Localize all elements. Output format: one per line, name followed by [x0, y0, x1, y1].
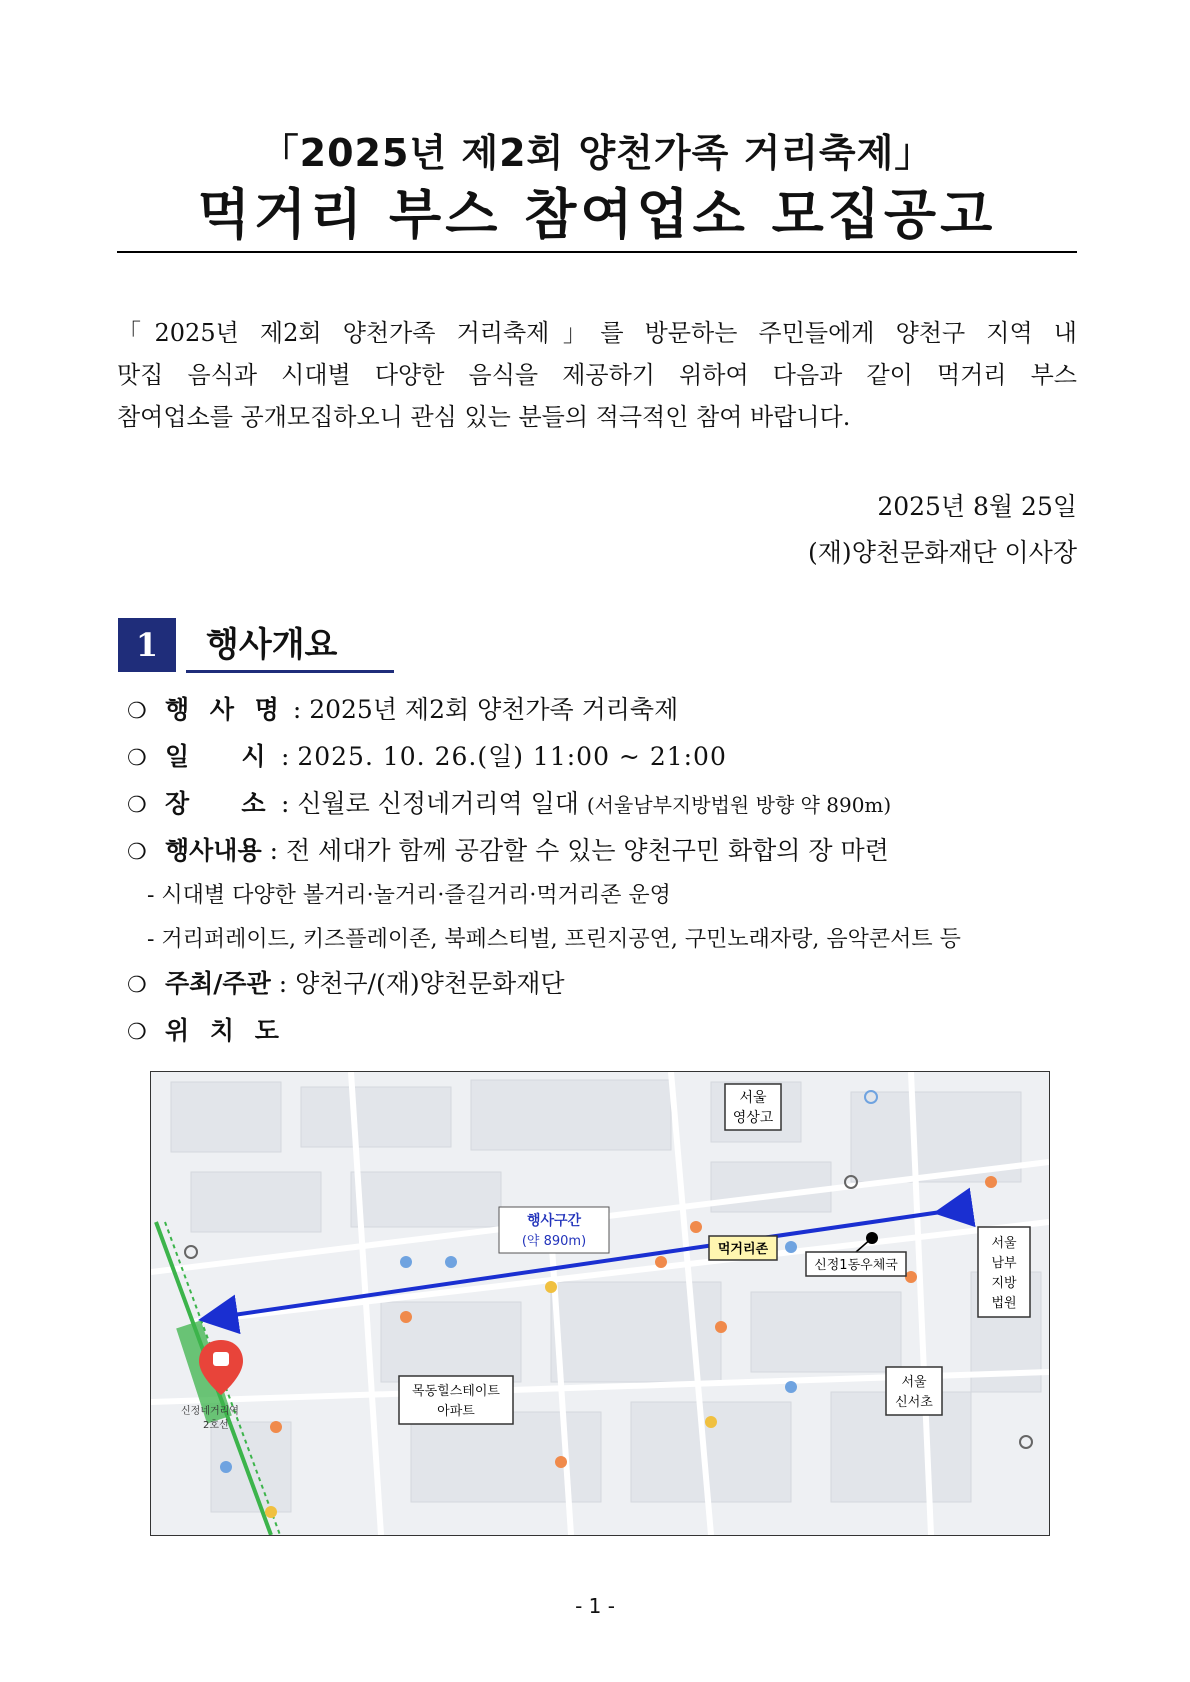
court-label-3: 지방 [991, 1276, 1017, 1291]
title-festival-name: 「2025년 제2회 양천가족 거리축제」 [260, 131, 934, 175]
item-host [127, 966, 565, 1004]
intro-line-2: 맛집 음식과 시대별 다양한 음식을 제공하기 위하여 다음과 같이 먹거리 부스 [117, 361, 1077, 389]
apartment-label-1: 목동힐스테이트 [412, 1384, 500, 1399]
item-content [127, 833, 889, 871]
police-label-2: 신서초 [895, 1395, 933, 1410]
section-title-underline [186, 670, 394, 673]
school-label-2: 영상고 [732, 1110, 774, 1126]
item-separator: : [278, 969, 288, 998]
item-separator: : [269, 836, 278, 865]
item-label: 주최/주관 [165, 969, 271, 998]
item-separator: : [280, 789, 290, 818]
item-datetime [127, 739, 727, 777]
police-box [886, 1367, 942, 1415]
court-label-2: 남부 [991, 1256, 1017, 1271]
intro-line-1: 「2025년 제2회 양천가족 거리축제」를 방문하는 주민들에게 양천구 지역 내 [117, 319, 1077, 347]
page-number: - 1 - [575, 1594, 615, 1618]
station-name-label: 신정네거리역 [181, 1406, 239, 1417]
item-value: 전 세대가 함께 공감할 수 있는 양천구민 화합의 장 마련 [285, 836, 889, 865]
item-value: 2025. 10. 26.(일) 11:00 ~ 21:00 [297, 742, 727, 771]
item-event-name [127, 692, 678, 730]
section-title: 행사개요 [206, 625, 338, 665]
item-label: 위 치 도 [165, 1016, 285, 1045]
item-content-sub-1: - 시대별 다양한 볼거리·놀거리·즐길거리·먹거리존 운영 [147, 883, 671, 908]
route-label-2: (약 890m) [521, 1234, 587, 1249]
intro-line-3: 참여업소를 공개모집하오니 관심 있는 분들의 적극적인 참여 바랍니다. [117, 403, 851, 431]
bullet-icon: ❍ [127, 1020, 147, 1045]
police-label-1: 서울 [901, 1375, 927, 1390]
route-label-1: 행사구간 [526, 1213, 582, 1229]
bullet-icon: ❍ [127, 793, 147, 818]
item-value: 양천구/(재)양천문화재단 [295, 969, 565, 998]
food-zone-label: 먹거리존 [717, 1242, 769, 1257]
item-label: 행 사 명 [165, 695, 285, 724]
item-label: 행사내용 [165, 836, 262, 865]
document-title [117, 128, 1077, 250]
post-office-label: 신정1동우체국 [814, 1258, 898, 1273]
section-number-badge: 1 [118, 618, 176, 672]
item-location-map [127, 1013, 285, 1051]
item-value: 2025년 제2회 양천가족 거리축제 [309, 695, 679, 724]
court-label-4: 법원 [991, 1296, 1017, 1311]
food-zone-box [709, 1236, 777, 1260]
intro-paragraph [117, 312, 1077, 438]
item-separator: : [292, 695, 302, 724]
title-notice: 먹거리 부스 참여업소 모집공고 [197, 183, 997, 246]
court-label-1: 서울 [991, 1236, 1017, 1251]
location-map [150, 1071, 1050, 1536]
apartment-box [399, 1376, 513, 1424]
bullet-icon: ❍ [127, 840, 147, 865]
notice-issuer: (재)양천문화재단 이사장 [808, 538, 1077, 567]
item-place [127, 786, 891, 824]
item-label: 장 소 [165, 789, 266, 818]
item-value: 신월로 신정네거리역 일대 [297, 789, 579, 818]
item-note: (서울남부지방법원 방향 약 890m) [586, 793, 892, 817]
notice-date: 2025년 8월 25일 [877, 492, 1077, 521]
court-box [978, 1227, 1030, 1317]
item-label: 일 시 [165, 742, 266, 771]
map-drawing [151, 1072, 1049, 1535]
bullet-icon: ❍ [127, 746, 147, 771]
station-line-label: 2호선 [203, 1420, 229, 1431]
item-content-sub-2: - 거리퍼레이드, 키즈플레이존, 북페스티벌, 프린지공연, 구민노래자랑, 음악콘서트 등 [147, 927, 961, 952]
item-separator: : [280, 742, 290, 771]
title-divider [117, 251, 1077, 253]
bullet-icon: ❍ [127, 699, 147, 724]
school-label-1: 서울 [739, 1090, 767, 1106]
bullet-icon: ❍ [127, 973, 147, 998]
school-box [725, 1084, 781, 1130]
apartment-label-2: 아파트 [437, 1404, 475, 1419]
route-length-box [499, 1207, 609, 1253]
